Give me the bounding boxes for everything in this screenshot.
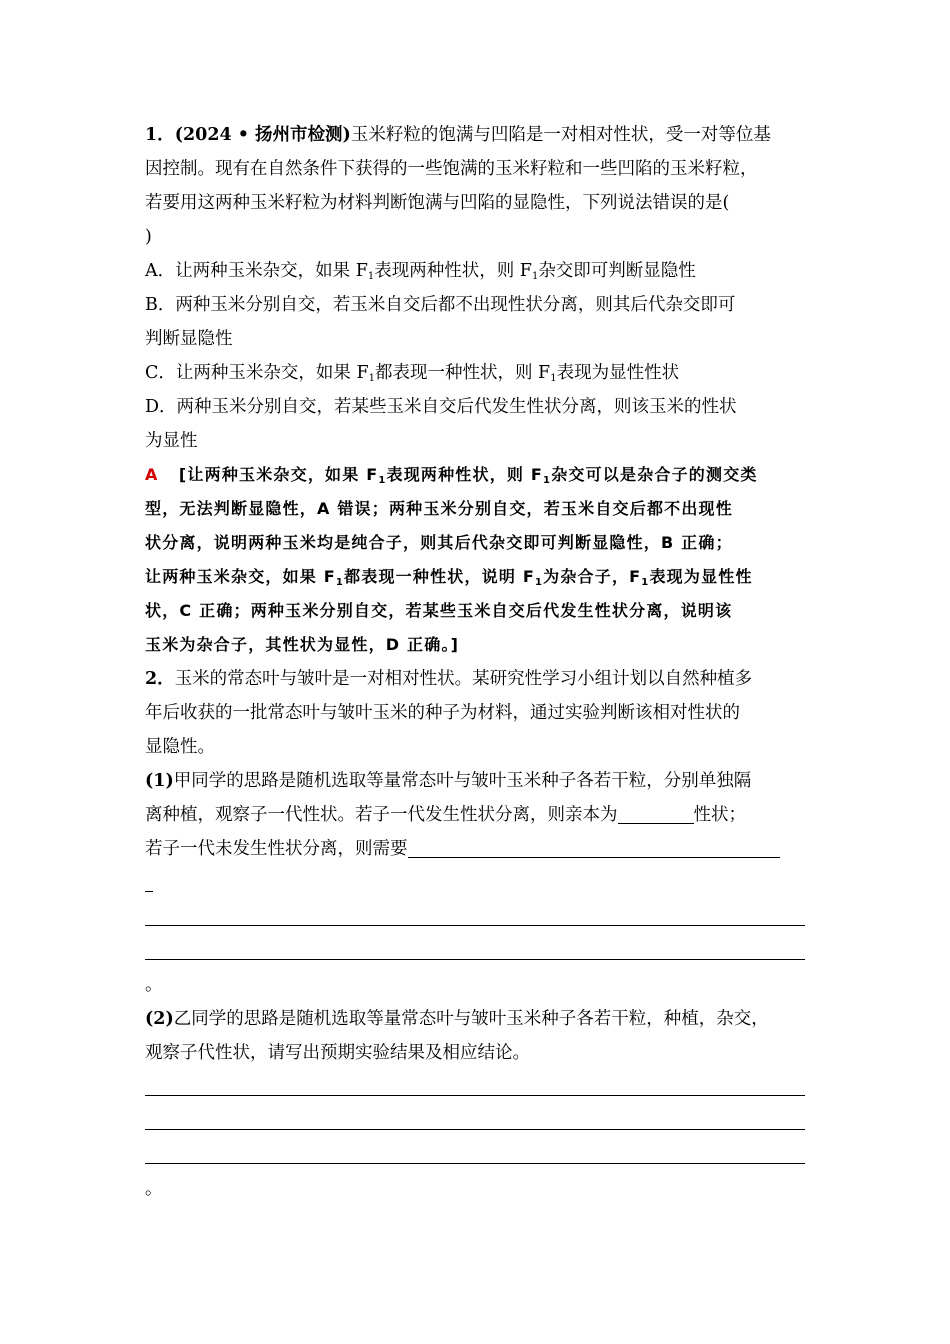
q1-answer-line-4: 让两种玉米杂交，如果 $F_1$都表现一种性状，说明 $F_1$为杂合子，$F_1$表现为显性性: [145, 567, 753, 588]
q1-option-d-line-2: 为显性: [145, 431, 198, 451]
q1-answer-line-2: 型，无法判断显隐性，A 错误；两种玉米分别自交，若玉米自交后都不出现性: [145, 499, 733, 518]
q2-part2-line-2: 观察子代性状，请写出预期实验结果及相应结论。: [145, 1043, 530, 1063]
q1-answer-line-1: A [让两种玉米杂交，如果 $F_1$表现两种性状，则 $F_1$杂交可以是杂合子的测交类: [145, 465, 758, 486]
answer-blank-1[interactable]: [618, 805, 694, 824]
q1-answer-line-5: 状，C 正确；两种玉米分别自交，若某些玉米自交后代发生性状分离，说明该: [145, 601, 733, 620]
q1-answer-letter: A: [145, 465, 159, 484]
q2-stem-line-3: 显隐性。: [145, 737, 215, 757]
q2-number: 2．: [145, 669, 175, 689]
answer-rule-stub[interactable]: [145, 866, 825, 900]
q1-source: (2024 • 扬州市检测): [174, 125, 351, 145]
q1-stem-line-1: 1．(2024 • 扬州市检测)玉米籽粒的饱满与凹陷是一对相对性状，受一对等位基: [145, 125, 771, 145]
q1-answer-line-3: 状分离，说明两种玉米均是纯合子，则其后代杂交即可判断显隐性，B 正确；: [145, 533, 733, 552]
document-page: [145, 118, 825, 1206]
answer-rule-1[interactable]: [145, 900, 825, 934]
answer-blank-2[interactable]: [408, 839, 780, 858]
q1-option-b-line-1: B．两种玉米分别自交，若玉米自交后都不出现性状分离，则其后代杂交即可: [145, 295, 736, 315]
answer-rule-4[interactable]: [145, 1104, 825, 1138]
q2-part2-line-1: (2)乙同学的思路是随机选取等量常态叶与皱叶玉米种子各若干粒，种植，杂交，: [145, 1009, 769, 1029]
q2-part1-line-2: 离种植，观察子一代性状。若子一代发生性状分离，则亲本为 性状；: [145, 805, 746, 825]
q1-number: 1．: [145, 125, 175, 145]
q1-option-a: A．让两种玉米杂交，如果 $F_1$表现两种性状，则 $F_1$杂交即可判断显隐性: [145, 261, 696, 282]
q1-option-d-line-1: D．两种玉米分别自交，若某些玉米自交后代发生性状分离，则该玉米的性状: [145, 397, 737, 417]
answer-rule-2[interactable]: [145, 934, 825, 968]
q1-stem-line-3: 若要用这两种玉米籽粒为材料判断饱满与凹陷的显隐性，下列说法错误的是(: [145, 193, 730, 213]
q2-part1-period: 。: [145, 975, 163, 995]
answer-rule-3[interactable]: [145, 1070, 825, 1104]
q1-stem-line-4: ): [145, 227, 152, 247]
q1-stem-line-2: 因控制。现有在自然条件下获得的一些饱满的玉米籽粒和一些凹陷的玉米籽粒，: [145, 159, 758, 179]
q2-stem-line-1: 2．玉米的常态叶与皱叶是一对相对性状。某研究性学习小组计划以自然种植多: [145, 669, 753, 689]
answer-rule-5[interactable]: [145, 1138, 825, 1172]
q2-part1-line-3: 若子一代未发生性状分离，则需要: [145, 832, 825, 866]
q1-option-c: C．让两种玉米杂交，如果 $F_1$都表现一种性状，则 $F_1$表现为显性性状: [145, 363, 680, 384]
q2-part2-period: 。: [145, 1179, 163, 1199]
q1-answer-line-6: 玉米为杂合子，其性状为显性，D 正确。]: [145, 635, 460, 654]
q1-option-b-line-2: 判断显隐性: [145, 329, 233, 349]
q2-part1-line-1: (1)甲同学的思路是随机选取等量常态叶与皱叶玉米种子各若干粒，分别单独隔: [145, 771, 752, 791]
q2-stem-line-2: 年后收获的一批常态叶与皱叶玉米的种子为材料，通过实验判断该相对性状的: [145, 703, 740, 723]
